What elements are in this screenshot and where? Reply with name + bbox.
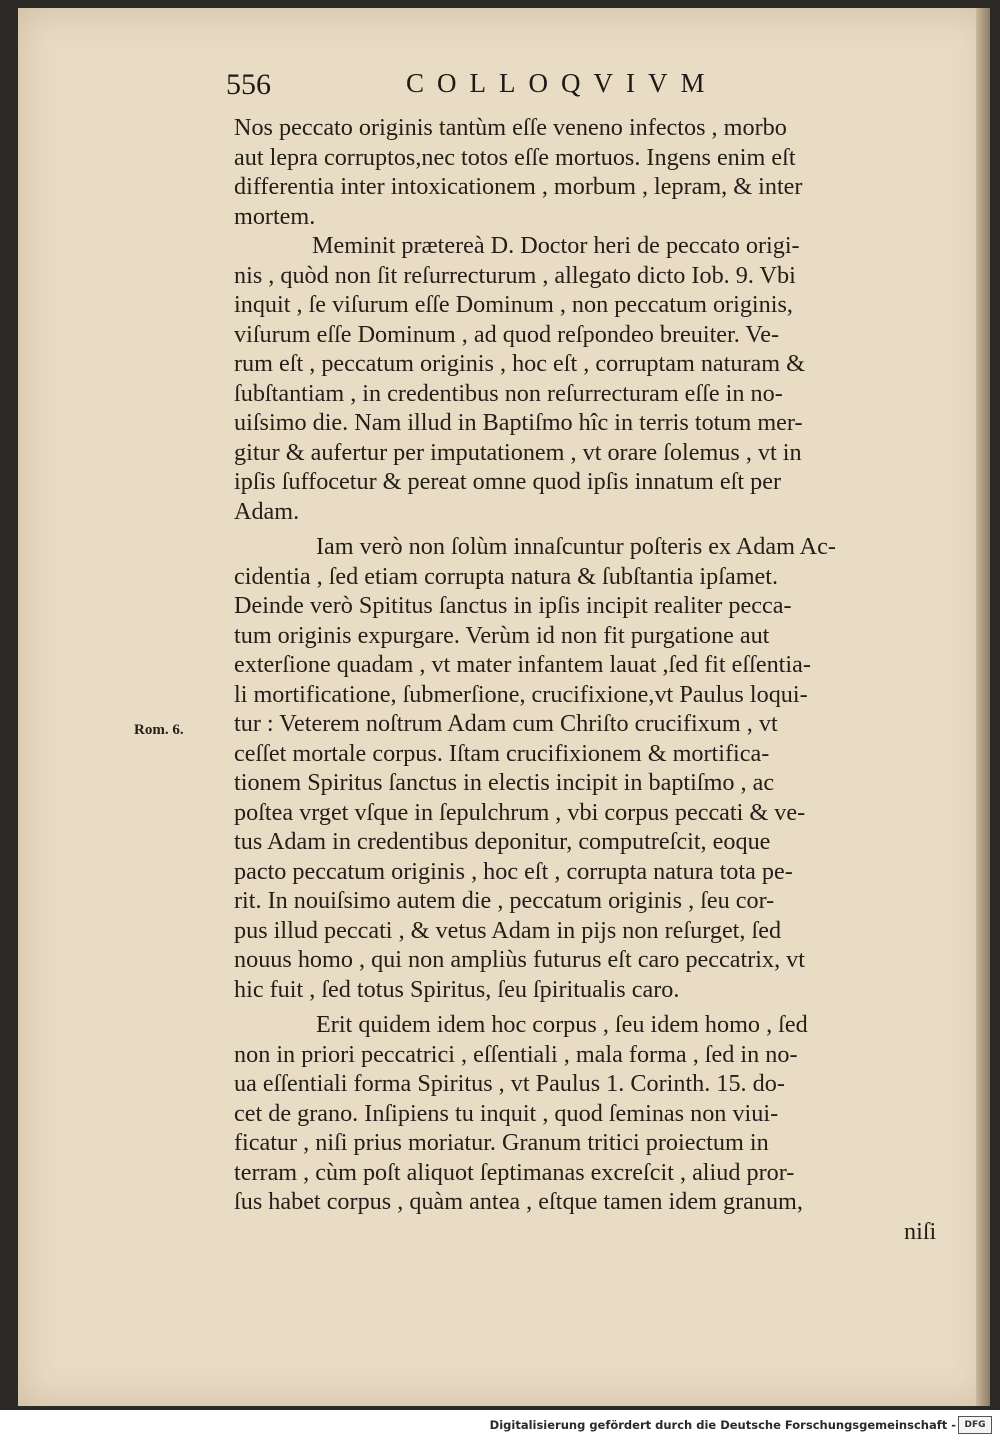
text-line: Adam. (234, 497, 300, 525)
text-line: ipſis ſuffocetur & pereat omne quod ipſis innatum eſt per (234, 468, 782, 495)
text-line: Deinde verò Spititus ſanctus in ipſis incipit realiter pecca- (234, 592, 792, 619)
text-line: rit. In nouiſsimo autem die , peccatum originis , ſeu cor- (234, 887, 775, 914)
text-line: terram , cùm poſt aliquot ſeptimanas excreſcit , aliud pror- (234, 1158, 795, 1186)
text-line: tus Adam in credentibus deponitur, computreſcit, eoque (234, 828, 771, 855)
text-line: ficatur , niſi prius moriatur. Granum tritici proiectum in (234, 1129, 769, 1156)
funding-credit: Digitalisierung gefördert durch die Deutsche Forschungsgemeinschaft - (489, 1418, 956, 1432)
text-line: poſtea vrget vſque in ſepulchrum , vbi corpus peccati & ve- (234, 798, 806, 826)
text-line: aut lepra corruptos,nec totos eſſe mortuos. Ingens enim eſt (234, 143, 796, 171)
text-line: mortem. (234, 202, 316, 230)
text-line: li mortificatione, ſubmerſione, crucifixione,vt Paulus loqui- (234, 680, 808, 708)
margin-note: Rom. 6. (134, 722, 184, 738)
text-line: Erit quidem idem hoc corpus , ſeu idem homo , ſed (316, 1011, 808, 1038)
text-line: gitur & aufertur per imputationem , vt orare ſolemus , vt in (234, 438, 802, 466)
text-line: nis , quòd non ſit reſurrecturum , allegato dicto Iob. 9. Vbi (234, 261, 796, 289)
catchword: niſi (904, 1217, 937, 1245)
text-line: ua eſſentiali forma Spiritus , vt Paulus 1. Corinth. 15. do- (234, 1070, 785, 1097)
text-line: Meminit prætereà D. Doctor heri de peccato origi- (312, 232, 800, 259)
page-number: 556 (226, 68, 271, 101)
text-line: Iam verò non ſolùm innaſcuntur poſteris ex Adam Ac- (316, 533, 836, 560)
text-line: pacto peccatum originis , hoc eſt , corrupta natura tota pe- (234, 857, 793, 885)
page-edge (976, 8, 990, 1406)
text-line: ſus habet corpus , quàm antea , eſtque tamen idem granum, (234, 1188, 803, 1215)
text-line: differentia inter intoxicationem , morbum , lepram, & inter (234, 173, 803, 200)
text-line: exterſione quadam , vt mater infantem lauat ,ſed fit eſſentia- (234, 651, 811, 678)
text-line: viſurum eſſe Dominum , ad quod reſpondeo breuiter. Ve- (234, 320, 779, 348)
footer (0, 1410, 1000, 1440)
text-line: nouus homo , qui non ampliùs futurus eſt caro peccatrix, vt (234, 946, 805, 973)
body-text (234, 113, 954, 1246)
text-line: tum originis expurgare. Verùm id non fit purgatione aut (234, 621, 770, 649)
text-line: tionem Spiritus ſanctus in electis incipit in baptiſmo , ac (234, 769, 775, 796)
text-line: pus illud peccati , & vetus Adam in pijs non reſurget, ſed (234, 916, 782, 944)
text-line: cidentia , ſed etiam corrupta natura & ſubſtantia ipſamet. (234, 562, 779, 590)
text-line: inquit , ſe viſurum eſſe Dominum , non peccatum originis, (234, 291, 793, 318)
text-line: tur : Veterem noſtrum Adam cum Chriſto crucifixum , vt (234, 710, 778, 737)
text-line: ſubſtantiam , in credentibus non reſurrecturam eſſe in no- (234, 379, 783, 407)
text-line: cet de grano. Inſipiens tu inquit , quod ſeminas non viui- (234, 1099, 779, 1127)
dfg-logo-icon: DFG (958, 1416, 992, 1434)
text-line: hic fuit , ſed totus Spiritus, ſeu ſpiritualis caro. (234, 975, 680, 1003)
text-line: rum eſt , peccatum originis , hoc eſt , corruptam naturam & (234, 350, 805, 377)
running-head: COLLOQVIVM (406, 68, 718, 98)
text-line: non in priori peccatrici , eſſentiali , mala forma , ſed in no- (234, 1040, 798, 1068)
text-line: ceſſet mortale corpus. Iſtam crucifixionem & mortifica- (234, 739, 770, 767)
text-line: uiſsimo die. Nam illud in Baptiſmo hîc in terris totum mer- (234, 409, 803, 436)
text-line: Nos peccato originis tantùm eſſe veneno infectos , morbo (234, 114, 787, 141)
page-header (226, 60, 786, 108)
